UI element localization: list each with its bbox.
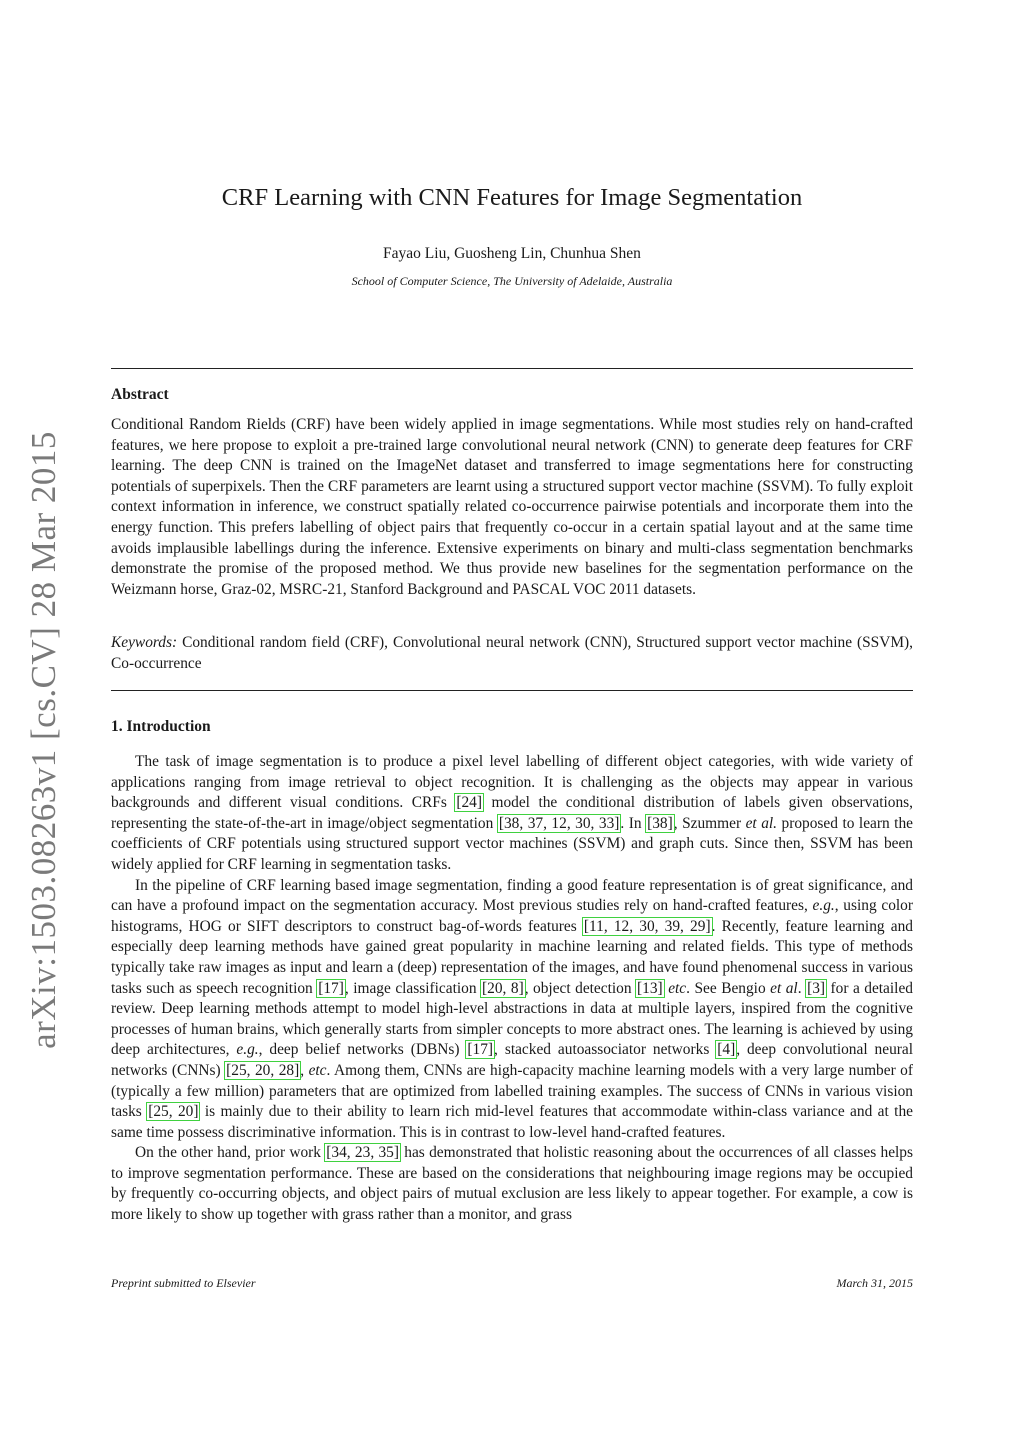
introduction-body: [111, 752, 913, 1226]
footer-preprint-note: Preprint submitted to Elsevier: [111, 1276, 256, 1290]
citation-link[interactable]: [25, 20]: [148, 1103, 199, 1121]
top-rule: [111, 368, 913, 369]
citation-link[interactable]: [4]: [717, 1041, 736, 1059]
abstract-heading: Abstract: [111, 386, 169, 403]
section-heading: 1. Introduction: [111, 718, 211, 735]
citation-link[interactable]: [24]: [456, 794, 482, 812]
citation-link[interactable]: [38, 37, 12, 30, 33]: [498, 814, 620, 832]
abstract-text: Conditional Random Rields (CRF) have been widely applied in image segmentations. While most studies rely on hand-crafted features, we here propose to exploit a pre-trained large convolutional neural network (CNN) to generate deep features for CRF learning. The deep CNN is trained on the ImageNet dataset and transferred to image segmentations here for constructing potentials of superpixels. Then the CRF parameters are learnt using a structured support vector machine (SSVM). To fully exploit context information in inference, we construct spatially related co-occurrence pairwise potentials and incorporate them into the energy function. This prefers labelling of object pairs that frequently co-occur in a certain spatial layout and at the same time avoids implausible labellings during the inference. Extensive experiments on binary and multi-class segmentation benchmarks demonstrate the promise of the proposed method. We thus provide new baselines for the segmentation performance on the Weizmann horse, Graz-02, MSRC-21, Stanford Background and PASCAL VOC 2011 datasets.: [111, 416, 913, 598]
citation-link[interactable]: [11, 12, 30, 39, 29]: [583, 917, 711, 935]
footer-date: March 31, 2015: [836, 1276, 913, 1290]
citation-link[interactable]: [34, 23, 35]: [326, 1144, 399, 1162]
citation-link[interactable]: [25, 20, 28]: [226, 1061, 300, 1079]
keywords-label: Keywords:: [111, 634, 178, 651]
citation-link[interactable]: [17]: [467, 1041, 494, 1059]
citation-link[interactable]: [3]: [807, 979, 826, 997]
citation-link[interactable]: [20, 8]: [482, 979, 524, 997]
authors: Fayao Liu, Guosheng Lin, Chunhua Shen: [383, 245, 641, 262]
citation-link[interactable]: [38]: [647, 814, 673, 832]
intro-paragraph-3: On the other hand, prior work [34, 23, 35] has demonstrated that holistic reasoning about the occurrences of all classes helps to improve segmentation performance. These are based on the considerations that neighbouring image regions may be occupied by frequently co-occurring objects, and object pairs of mutual exclusion are less likely to appear together. For example, a cow is more likely to show up together with grass rather than a monitor, and grass: [111, 1144, 913, 1224]
intro-paragraph-1: The task of image segmentation is to produce a pixel level labelling of different object categories, with wide variety of applications ranging from image retrieval to object recognition. It is challenging as the objects may appear in various backgrounds and different visual conditions. CRFs [24] model the conditional distribution of labels given observations, representing the state-of-the-art in image/object segmentation [38, 37, 12, 30, 33]. In [38], Szummer et al. proposed to learn the coefficients of CRF potentials using structured support vector machines (SSVM) and graph cuts. Since then, SSVM has been widely applied for CRF learning in segmentation tasks.: [111, 753, 913, 873]
paper-title: CRF Learning with CNN Features for Image Segmentation: [221, 184, 803, 211]
intro-paragraph-2: In the pipeline of CRF learning based image segmentation, finding a good feature representation is of great significance, and can have a profound impact on the segmentation accuracy. Most previous studies rely on hand-crafted features, e.g., using color histograms, HOG or SIFT descriptors to construct bag-of-words features [11, 12, 30, 39, 29]. Recently, feature learning and especially deep learning methods have gained great popularity in machine learning and related fields. This type of methods typically take raw images as input and learn a (deep) representation of the images, and have found phenomenal success in various tasks such as speech recognition [17], image classification [20, 8], object detection [13] etc. See Bengio et al. [3] for a detailed review. Deep learning methods attempt to model high-level abstractions in data at multiple layers, inspired from the cognitive processes of human brains, which generally starts from simpler concepts to more abstract ones. The learning is achieved by using deep architectures, e.g., deep belief networks (DBNs) [17], stacked autoassociator networks [4], deep convolutional neural networks (CNNs) [25, 20, 28], etc. Among them, CNNs are high-capacity machine learning models with a very large number of (typically a few million) parameters that are optimized from labelled training examples. The success of CNNs in various vision tasks [25, 20] is mainly due to their ability to learn rich mid-level features that accommodate within-class variance and at the same time possess discriminative information. This is in contrast to low-level hand-crafted features.: [111, 876, 913, 1141]
citation-link[interactable]: [17]: [318, 979, 344, 997]
bottom-rule: [111, 690, 913, 691]
affiliation: School of Computer Science, The University of Adelaide, Australia: [351, 274, 673, 288]
keywords: [111, 633, 913, 674]
keywords-text: Conditional random field (CRF), Convolutional neural network (CNN), Structured support vector machine (SSVM), Co-occurrence: [111, 634, 913, 672]
citation-link[interactable]: [13]: [637, 979, 663, 997]
arxiv-id: arXiv:1503.08263v1 [cs.CV] 28 Mar 2015: [24, 431, 63, 1049]
